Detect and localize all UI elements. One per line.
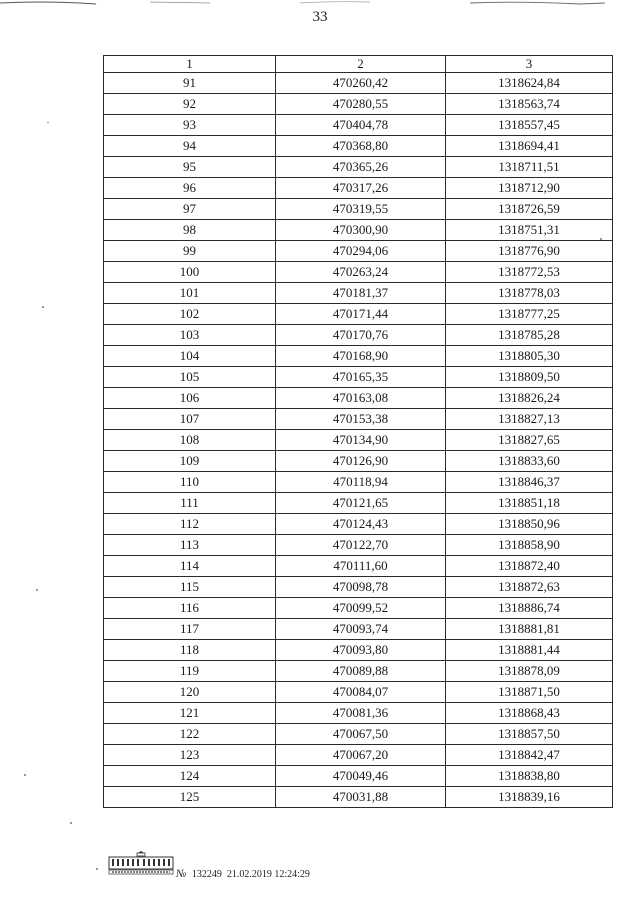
page-number: 33 xyxy=(312,9,328,25)
point-number-cell: 121 xyxy=(104,703,276,724)
table-row xyxy=(104,199,613,220)
scan-speck xyxy=(36,589,38,591)
y-coordinate-cell: 1318785,28 xyxy=(446,325,613,346)
y-coordinate-cell: 1318557,45 xyxy=(446,115,613,136)
y-coordinate-cell: 1318712,90 xyxy=(446,178,613,199)
scan-speck xyxy=(24,774,26,776)
point-number-cell: 113 xyxy=(104,535,276,556)
x-coordinate-cell: 470163,08 xyxy=(276,388,446,409)
point-number-cell: 122 xyxy=(104,724,276,745)
table-row xyxy=(104,73,613,94)
y-coordinate-cell: 1318772,53 xyxy=(446,262,613,283)
scan-speck xyxy=(70,822,72,824)
x-coordinate-cell: 470317,26 xyxy=(276,178,446,199)
y-coordinate-cell: 1318878,09 xyxy=(446,661,613,682)
document-footer xyxy=(108,850,408,890)
point-number-cell: 114 xyxy=(104,556,276,577)
table-row xyxy=(104,220,613,241)
point-number-cell: 124 xyxy=(104,766,276,787)
point-number-cell: 116 xyxy=(104,598,276,619)
x-coordinate-cell: 470280,55 xyxy=(276,94,446,115)
point-number-cell: 95 xyxy=(104,157,276,178)
y-coordinate-cell: 1318805,30 xyxy=(446,346,613,367)
point-number-cell: 91 xyxy=(104,73,276,94)
y-coordinate-cell: 1318726,59 xyxy=(446,199,613,220)
table-row xyxy=(104,451,613,472)
point-number-cell: 118 xyxy=(104,640,276,661)
x-coordinate-cell: 470368,80 xyxy=(276,136,446,157)
scan-speck xyxy=(47,122,49,123)
y-coordinate-cell: 1318850,96 xyxy=(446,514,613,535)
x-coordinate-cell: 470319,55 xyxy=(276,199,446,220)
point-number-cell: 104 xyxy=(104,346,276,367)
point-number-cell: 107 xyxy=(104,409,276,430)
y-coordinate-cell: 1318881,44 xyxy=(446,640,613,661)
point-number-cell: 93 xyxy=(104,115,276,136)
y-coordinate-cell: 1318872,63 xyxy=(446,577,613,598)
table-row xyxy=(104,556,613,577)
table-row xyxy=(104,724,613,745)
table-row xyxy=(104,745,613,766)
column-header: 1 xyxy=(104,56,276,73)
scan-speck xyxy=(42,306,44,308)
x-coordinate-cell: 470126,90 xyxy=(276,451,446,472)
y-coordinate-cell: 1318838,80 xyxy=(446,766,613,787)
point-number-cell: 110 xyxy=(104,472,276,493)
y-coordinate-cell: 1318868,43 xyxy=(446,703,613,724)
scan-speck xyxy=(96,868,98,870)
point-number-cell: 111 xyxy=(104,493,276,514)
table-body xyxy=(104,73,613,808)
point-number-cell: 108 xyxy=(104,430,276,451)
scan-speck xyxy=(600,238,602,240)
point-number-cell: 99 xyxy=(104,241,276,262)
y-coordinate-cell: 1318881,81 xyxy=(446,619,613,640)
y-coordinate-cell: 1318827,13 xyxy=(446,409,613,430)
table-row xyxy=(104,535,613,556)
point-number-cell: 96 xyxy=(104,178,276,199)
table-row xyxy=(104,598,613,619)
point-number-cell: 101 xyxy=(104,283,276,304)
table-row xyxy=(104,283,613,304)
point-number-cell: 109 xyxy=(104,451,276,472)
point-number-cell: 100 xyxy=(104,262,276,283)
x-coordinate-cell: 470171,44 xyxy=(276,304,446,325)
table-row xyxy=(104,325,613,346)
x-coordinate-cell: 470165,35 xyxy=(276,367,446,388)
x-coordinate-cell: 470153,38 xyxy=(276,409,446,430)
y-coordinate-cell: 1318778,03 xyxy=(446,283,613,304)
x-coordinate-cell: 470081,36 xyxy=(276,703,446,724)
table-row xyxy=(104,766,613,787)
y-coordinate-cell: 1318624,84 xyxy=(446,73,613,94)
document-registration xyxy=(176,868,310,880)
x-coordinate-cell: 470170,76 xyxy=(276,325,446,346)
y-coordinate-cell: 1318839,16 xyxy=(446,787,613,808)
table-row xyxy=(104,661,613,682)
x-coordinate-cell: 470031,88 xyxy=(276,787,446,808)
table-row xyxy=(104,493,613,514)
y-coordinate-cell: 1318827,65 xyxy=(446,430,613,451)
y-coordinate-cell: 1318846,37 xyxy=(446,472,613,493)
x-coordinate-cell: 470049,46 xyxy=(276,766,446,787)
x-coordinate-cell: 470099,52 xyxy=(276,598,446,619)
table-row xyxy=(104,94,613,115)
document-timestamp: 21.02.2019 12:24:29 xyxy=(226,869,310,880)
point-number-cell: 105 xyxy=(104,367,276,388)
x-coordinate-cell: 470121,65 xyxy=(276,493,446,514)
y-coordinate-cell: 1318851,18 xyxy=(446,493,613,514)
point-number-cell: 106 xyxy=(104,388,276,409)
table-row xyxy=(104,514,613,535)
table-row xyxy=(104,367,613,388)
x-coordinate-cell: 470093,74 xyxy=(276,619,446,640)
x-coordinate-cell: 470168,90 xyxy=(276,346,446,367)
point-number-cell: 94 xyxy=(104,136,276,157)
x-coordinate-cell: 470181,37 xyxy=(276,283,446,304)
x-coordinate-cell: 470067,20 xyxy=(276,745,446,766)
table-row xyxy=(104,472,613,493)
table-row xyxy=(104,640,613,661)
x-coordinate-cell: 470260,42 xyxy=(276,73,446,94)
table-row xyxy=(104,388,613,409)
x-coordinate-cell: 470122,70 xyxy=(276,535,446,556)
table-row xyxy=(104,157,613,178)
y-coordinate-cell: 1318809,50 xyxy=(446,367,613,388)
y-coordinate-cell: 1318777,25 xyxy=(446,304,613,325)
y-coordinate-cell: 1318872,40 xyxy=(446,556,613,577)
point-number-cell: 125 xyxy=(104,787,276,808)
table-header-row xyxy=(104,56,613,73)
x-coordinate-cell: 470124,43 xyxy=(276,514,446,535)
coordinates-table xyxy=(103,55,613,808)
y-coordinate-cell: 1318826,24 xyxy=(446,388,613,409)
document-id: 132249 xyxy=(191,869,222,880)
y-coordinate-cell: 1318842,47 xyxy=(446,745,613,766)
y-coordinate-cell: 1318858,90 xyxy=(446,535,613,556)
table-row xyxy=(104,115,613,136)
x-coordinate-cell: 470263,24 xyxy=(276,262,446,283)
building-stamp-icon xyxy=(108,850,174,876)
table-row xyxy=(104,178,613,199)
scan-edge-artifact xyxy=(0,0,640,8)
x-coordinate-cell: 470300,90 xyxy=(276,220,446,241)
point-number-cell: 102 xyxy=(104,304,276,325)
point-number-cell: 92 xyxy=(104,94,276,115)
x-coordinate-cell: 470111,60 xyxy=(276,556,446,577)
table-row xyxy=(104,787,613,808)
y-coordinate-cell: 1318776,90 xyxy=(446,241,613,262)
table-row xyxy=(104,682,613,703)
x-coordinate-cell: 470118,94 xyxy=(276,472,446,493)
table-row xyxy=(104,136,613,157)
x-coordinate-cell: 470067,50 xyxy=(276,724,446,745)
table-row xyxy=(104,262,613,283)
y-coordinate-cell: 1318886,74 xyxy=(446,598,613,619)
point-number-cell: 120 xyxy=(104,682,276,703)
point-number-cell: 103 xyxy=(104,325,276,346)
point-number-cell: 119 xyxy=(104,661,276,682)
point-number-cell: 112 xyxy=(104,514,276,535)
table-row xyxy=(104,430,613,451)
y-coordinate-cell: 1318751,31 xyxy=(446,220,613,241)
column-header: 3 xyxy=(446,56,613,73)
number-symbol: № xyxy=(176,868,187,880)
table-row xyxy=(104,577,613,598)
y-coordinate-cell: 1318871,50 xyxy=(446,682,613,703)
table-row xyxy=(104,241,613,262)
column-header: 2 xyxy=(276,56,446,73)
x-coordinate-cell: 470093,80 xyxy=(276,640,446,661)
table-row xyxy=(104,304,613,325)
x-coordinate-cell: 470098,78 xyxy=(276,577,446,598)
point-number-cell: 123 xyxy=(104,745,276,766)
y-coordinate-cell: 1318694,41 xyxy=(446,136,613,157)
y-coordinate-cell: 1318711,51 xyxy=(446,157,613,178)
x-coordinate-cell: 470084,07 xyxy=(276,682,446,703)
table-row xyxy=(104,409,613,430)
x-coordinate-cell: 470404,78 xyxy=(276,115,446,136)
x-coordinate-cell: 470365,26 xyxy=(276,157,446,178)
point-number-cell: 98 xyxy=(104,220,276,241)
y-coordinate-cell: 1318833,60 xyxy=(446,451,613,472)
table-row xyxy=(104,619,613,640)
table-row xyxy=(104,703,613,724)
x-coordinate-cell: 470089,88 xyxy=(276,661,446,682)
point-number-cell: 115 xyxy=(104,577,276,598)
x-coordinate-cell: 470134,90 xyxy=(276,430,446,451)
x-coordinate-cell: 470294,06 xyxy=(276,241,446,262)
y-coordinate-cell: 1318563,74 xyxy=(446,94,613,115)
point-number-cell: 97 xyxy=(104,199,276,220)
y-coordinate-cell: 1318857,50 xyxy=(446,724,613,745)
point-number-cell: 117 xyxy=(104,619,276,640)
table-row xyxy=(104,346,613,367)
